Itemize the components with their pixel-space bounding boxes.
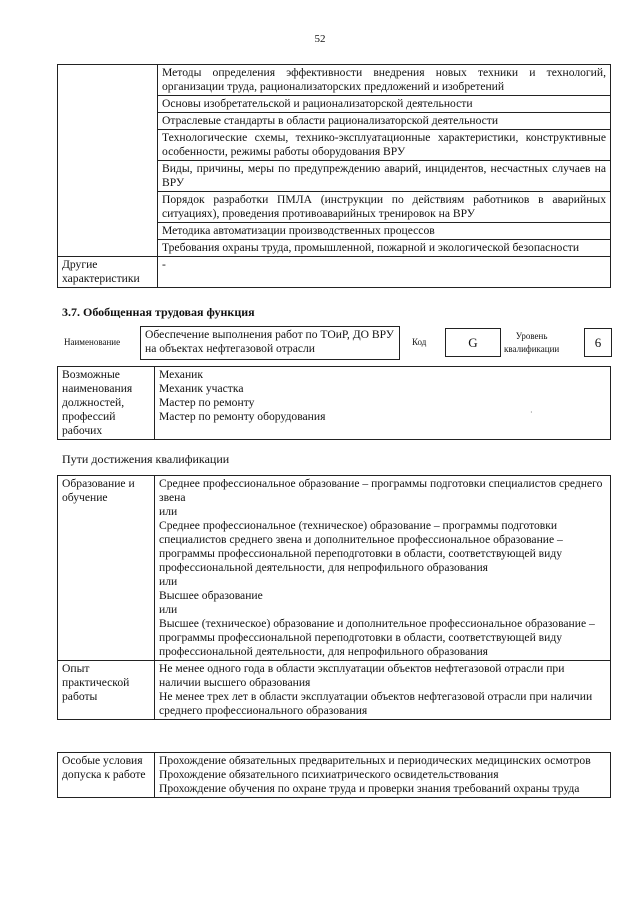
table-row: Порядок разработки ПМЛА (инструкции по действиям работников в аварийных ситуациях), проведения противоаварийных тренировок на ВРУ	[158, 192, 611, 223]
scan-dot: ·	[530, 408, 533, 417]
special-conditions-table	[57, 752, 611, 798]
positions-label: Возможные наименования должностей, профессий рабочих	[58, 367, 155, 440]
table-row: Отраслевые стандарты в области рационализаторской деятельности	[158, 113, 611, 130]
table-row: Виды, причины, меры по предупреждению аварий, инцидентов, несчастных случаев на ВРУ	[158, 161, 611, 192]
experience-line: Не менее одного года в области эксплуатации объектов нефтегазовой отрасли при наличии высшего образования	[159, 662, 565, 689]
education-line: Высшее образование	[159, 589, 263, 602]
empty-cell	[58, 65, 158, 257]
education-line: Высшее (техническое) образование и дополнительное профессиональное образование – программы профессиональной переподготовки в области, соответствующей виду профессиональной деятельности, для непрофильного образования	[159, 617, 595, 658]
education-line: или	[159, 505, 178, 518]
table-row: Методика автоматизации производственных процессов	[158, 223, 611, 240]
education-content	[155, 476, 611, 661]
function-name-box: Обеспечение выполнения работ по ТОиР, ДО ВРУ на объектах нефтегазовой отрасли	[140, 326, 400, 360]
list-item: Механик участка	[159, 382, 244, 395]
special-conditions-content	[155, 753, 611, 798]
name-label: Наименование	[64, 337, 121, 347]
level-box: 6	[584, 328, 612, 357]
list-item: Мастер по ремонту оборудования	[159, 410, 326, 423]
list-item: Механик	[159, 368, 203, 381]
positions-table	[57, 366, 611, 440]
special-conditions-label: Особые условия допуска к работе	[58, 753, 155, 798]
code-label: Код	[412, 337, 427, 347]
qualification-paths-table	[57, 475, 611, 720]
level-label	[504, 330, 559, 356]
condition-line: Прохождение обучения по охране труда и проверки знания требований охраны труда	[159, 782, 580, 795]
other-characteristics-value: -	[158, 257, 611, 288]
knowledge-table	[57, 64, 611, 288]
condition-line: Прохождение обязательного психиатрического освидетельствования	[159, 768, 499, 781]
list-item: Мастер по ремонту	[159, 396, 255, 409]
paths-title: Пути достижения квалификации	[62, 452, 230, 466]
education-line: или	[159, 575, 178, 588]
level-label-line1: Уровень	[515, 331, 548, 341]
education-line: Среднее профессиональное (техническое) образование – программы подготовки специалистов среднего звена и дополнительное профессиональное образование – программы профессиональной переподготовки в области, соответствующей виду профессиональной деятельности, для непрофильного образования	[159, 519, 563, 574]
education-label: Образование и обучение	[58, 476, 155, 661]
education-line: или	[159, 603, 178, 616]
experience-line: Не менее трех лет в области эксплуатации объектов нефтегазовой отрасли при наличии среднего профессионального образования	[159, 690, 593, 717]
table-row: Методы определения эффективности внедрения новых техники и технологий, организации труда, рационализаторских предложений и изобретений	[158, 65, 611, 96]
table-row: Требования охраны труда, промышленной, пожарной и экологической безопасности	[158, 240, 611, 257]
other-characteristics-label: Другие характеристики	[58, 257, 158, 288]
page-number: 52	[314, 33, 326, 45]
section-title: 3.7. Обобщенная трудовая функция	[62, 305, 255, 319]
experience-label: Опыт практической работы	[58, 661, 155, 720]
condition-line: Прохождение обязательных предварительных и периодических медицинских осмотров	[159, 754, 591, 767]
code-box: G	[445, 328, 501, 357]
table-row: Основы изобретательской и рационализаторской деятельности	[158, 96, 611, 113]
education-line: Среднее профессиональное образование – программы подготовки специалистов среднего звена	[159, 477, 603, 504]
experience-content	[155, 661, 611, 720]
level-label-line2: квалификации	[504, 344, 560, 354]
table-row: Технологические схемы, технико-эксплуатационные характеристики, конструктивные особенности, режимы работы оборудования ВРУ	[158, 130, 611, 161]
positions-list	[155, 367, 611, 440]
